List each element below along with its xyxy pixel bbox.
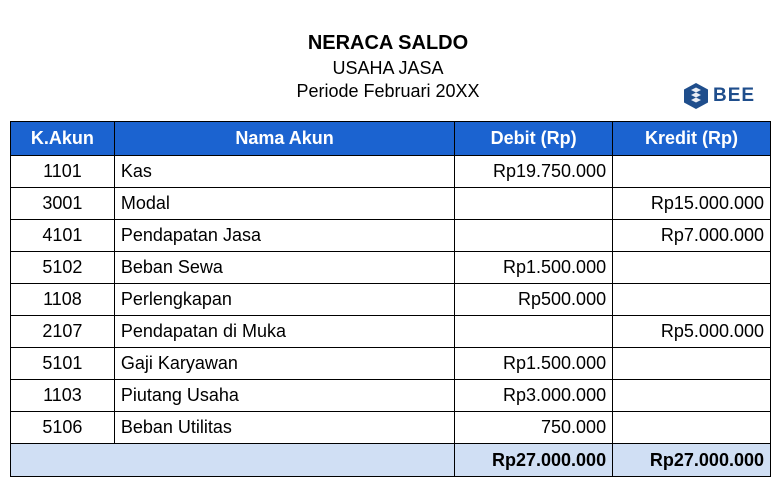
table-row [11,252,771,284]
account-name: Piutang Usaha [114,380,454,412]
debit-value [455,188,613,220]
debit-value [455,316,613,348]
debit-value: Rp1.500.000 [455,252,613,284]
account-name: Pendapatan di Muka [114,316,454,348]
brand-logo-text: BEE [713,85,756,106]
account-name: Beban Utilitas [114,412,454,444]
account-name: Modal [114,188,454,220]
trial-balance-table [10,121,771,477]
account-code: 1103 [11,380,115,412]
account-code: 5106 [11,412,115,444]
credit-value: Rp7.000.000 [613,220,771,252]
column-header-account-name: Nama Akun [114,122,454,156]
account-name: Gaji Karyawan [114,348,454,380]
credit-value [613,156,771,188]
credit-value: Rp15.000.000 [613,188,771,220]
column-header-credit: Kredit (Rp) [613,122,771,156]
debit-value: Rp1.500.000 [455,348,613,380]
account-name: Beban Sewa [114,252,454,284]
table-row [11,188,771,220]
debit-value: Rp19.750.000 [455,156,613,188]
total-debit: Rp27.000.000 [455,444,613,477]
brand-logo [683,82,755,110]
credit-value [613,348,771,380]
credit-value [613,412,771,444]
account-name: Perlengkapan [114,284,454,316]
credit-value [613,252,771,284]
account-code: 3001 [11,188,115,220]
table-row [11,412,771,444]
table-row [11,220,771,252]
account-name: Pendapatan Jasa [114,220,454,252]
credit-value [613,284,771,316]
total-label-cell [11,444,455,477]
debit-value: Rp500.000 [455,284,613,316]
report-subtitle: USAHA JASA [332,58,444,78]
table-header-row [11,122,771,156]
debit-value [455,220,613,252]
account-code: 1108 [11,284,115,316]
column-header-debit: Debit (Rp) [455,122,613,156]
table-row [11,284,771,316]
account-code: 4101 [11,220,115,252]
table-row [11,156,771,188]
credit-value [613,380,771,412]
table-row [11,316,771,348]
credit-value: Rp5.000.000 [613,316,771,348]
report-title: NERACA SALDO [307,32,469,54]
debit-value: 750.000 [455,412,613,444]
account-code: 5102 [11,252,115,284]
column-header-account-code: K.Akun [11,122,115,156]
total-row [11,444,771,477]
table-row [11,348,771,380]
bee-hexagon-logo-icon [683,82,709,110]
account-code: 1101 [11,156,115,188]
table-row [11,380,771,412]
debit-value: Rp3.000.000 [455,380,613,412]
account-code: 5101 [11,348,115,380]
account-code: 2107 [11,316,115,348]
account-name: Kas [114,156,454,188]
total-credit: Rp27.000.000 [613,444,771,477]
report-period: Periode Februari 20XX [296,81,480,101]
